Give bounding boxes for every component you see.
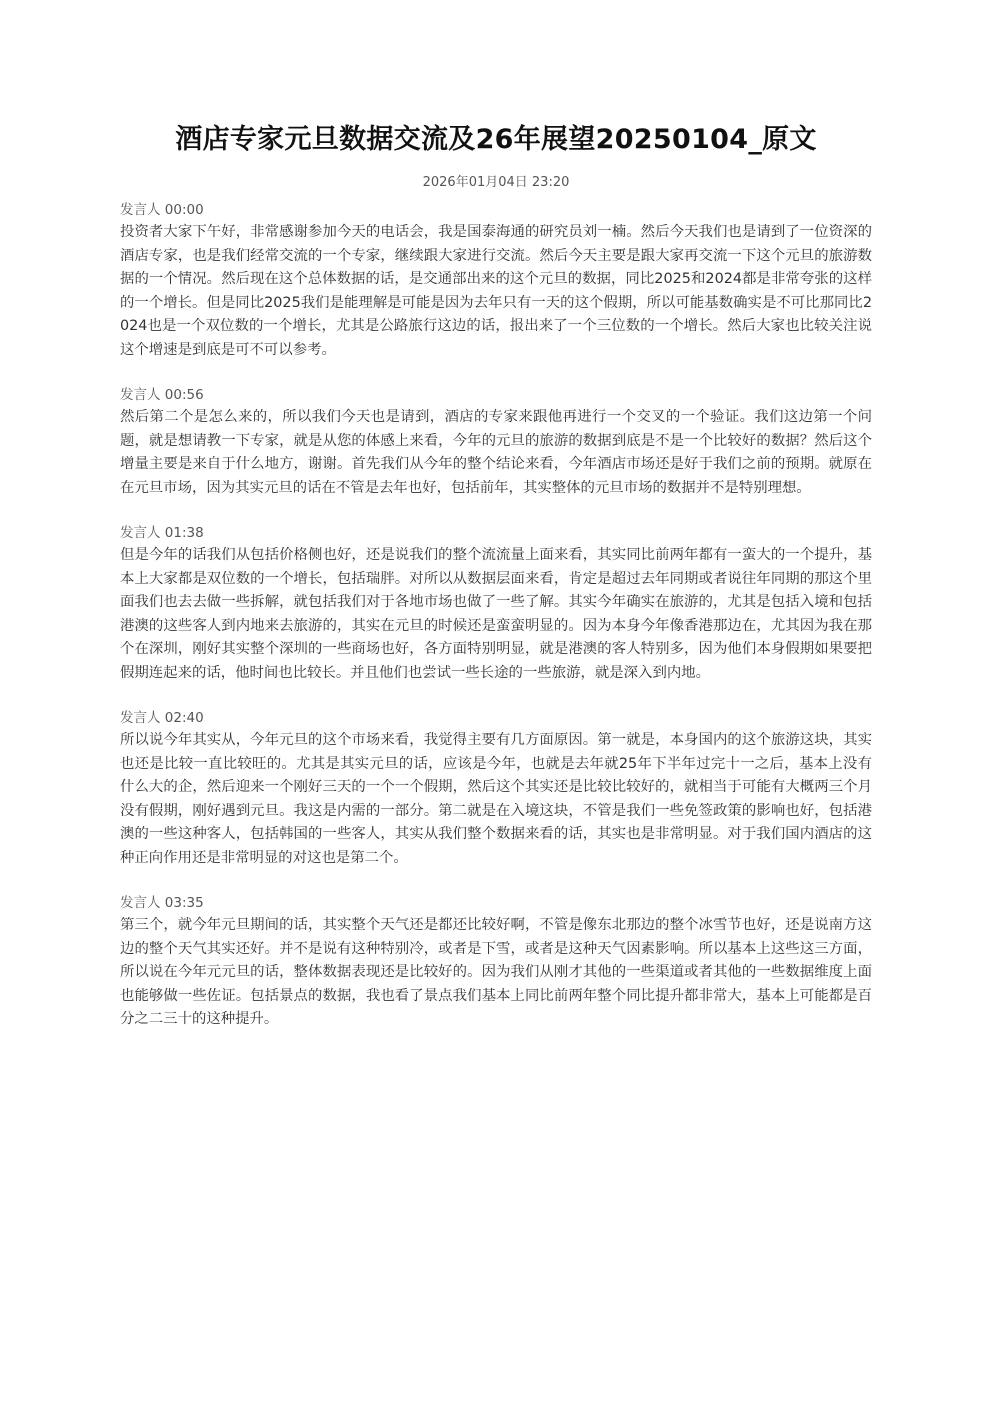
- transcript-body: [120, 199, 872, 1054]
- transcript-section: [120, 522, 872, 685]
- transcript-section: [120, 199, 872, 362]
- speech-paragraph: 但是今年的话我们从包括价格侧也好，还是说我们的整个流流量上面来看，其实同比前两年都有一蛮大的一个提升，基本上大家都是双位数的一个增长，包括瑞胖。对所以从数据层面来看，肯定是超过去年同期或者说往年同期的那这个里面我们也去去做一些拆解，就包括我们对于各地市场也做了一些了解。其实今年确实在旅游的，尤其是包括入境和包括港澳的这些客人到内地来去旅游的，其实在元旦的时候还是蛮蛮明显的。因为本身今年像香港那边在，尤其因为我在那个在深圳，刚好其实整个深圳的一些商场也好，各方面特别明显，就是港澳的客人特别多，因为他们本身假期如果要把假期连起来的话，他时间也比较长。并且他们也尝试一些长途的一些旅游，就是深入到内地。: [120, 547, 872, 681]
- speech-paragraph: 然后第二个是怎么来的，所以我们今天也是请到，酒店的专家来跟他再进行一个交叉的一个验证。我们这边第一个问题，就是想请教一下专家，就是从您的体感上来看，今年的元旦的旅游的数据到底是不是一个比较好的数据？然后这个增量主要是来自于什么地方，谢谢。首先我们从今年的整个结论来看，今年酒店市场还是好于我们之前的预期。就原在在元旦市场，因为其实元旦的话在不管是去年也好，包括前年，其实整体的元旦市场的数据并不是特别理想。: [120, 409, 872, 496]
- transcript-section: [120, 707, 872, 870]
- speech-paragraph: 第三个，就今年元旦期间的话，其实整个天气还是都还比较好啊，不管是像东北那边的整个冰雪节也好，还是说南方这边的整个天气其实还好。并不是说有这种特别冷，或者是下雪，或者是这种天气因素影响。所以基本上这些这三方面，所以说在今年元元旦的话，整体数据表现还是比较好的。因为我们从刚才其他的一些渠道或者其他的一些数据维度上面也能够做一些佐证。包括景点的数据，我也看了景点我们基本上同比前两年整个同比提升都非常大，基本上可能都是百分之二三十的这种提升。: [120, 917, 872, 1027]
- transcript-section: [120, 384, 872, 500]
- speech-paragraph: 投资者大家下午好，非常感谢参加今天的电话会，我是国泰海通的研究员刘一楠。然后今天我们也是请到了一位资深的酒店专家，也是我们经常交流的一个专家，继续跟大家进行交流。然后今天主要是跟大家再交流一下这个元旦的旅游数据的一个情况。然后现在这个总体数据的话，是交通部出来的这个元旦的数据，同比2025和2024都是非常夸张的这样的一个增长。但是同比2025我们是能理解是可能是因为去年只有一天的这个假期，所以可能基数确实是不可比那同比2024也是一个双位数的一个增长，尤其是公路旅行这边的话，报出来了一个三位数的一个增长。然后大家也比较关注说这个增速是到底是可不可以参考。: [120, 224, 872, 358]
- speaker-timestamp: 发言人 00:00: [120, 202, 204, 218]
- speech-paragraph: 所以说今年其实从，今年元旦的这个市场来看，我觉得主要有几方面原因。第一就是，本身国内的这个旅游这块，其实也还是比较一直比较旺的。尤其是其实元旦的话，应该是今年，也就是去年就25年下半年过完十一之后，基本上没有什么大的企，然后迎来一个刚好三天的一个一个假期，然后这个其实还是比较比较好的，就相当于可能有大概两三个月没有假期，刚好遇到元旦。我这是内需的一部分。第二就是在入境这块，不管是我们一些免签政策的影响也好，包括港澳的一些这种客人，包括韩国的一些客人，其实从我们整个数据来看的话，其实也是非常明显。对于我们国内酒店的这种正向作用还是非常明显的对这也是第二个。: [120, 732, 872, 866]
- speaker-timestamp: 发言人 00:56: [120, 387, 204, 403]
- transcript-section: [120, 892, 872, 1032]
- speaker-timestamp: 发言人 03:35: [120, 895, 204, 911]
- document-title: 酒店专家元旦数据交流及26年展望20250104_原文: [175, 124, 817, 155]
- document-date: 2026年01月04日 23:20: [422, 175, 570, 190]
- speaker-timestamp: 发言人 01:38: [120, 525, 204, 541]
- speaker-timestamp: 发言人 02:40: [120, 710, 204, 726]
